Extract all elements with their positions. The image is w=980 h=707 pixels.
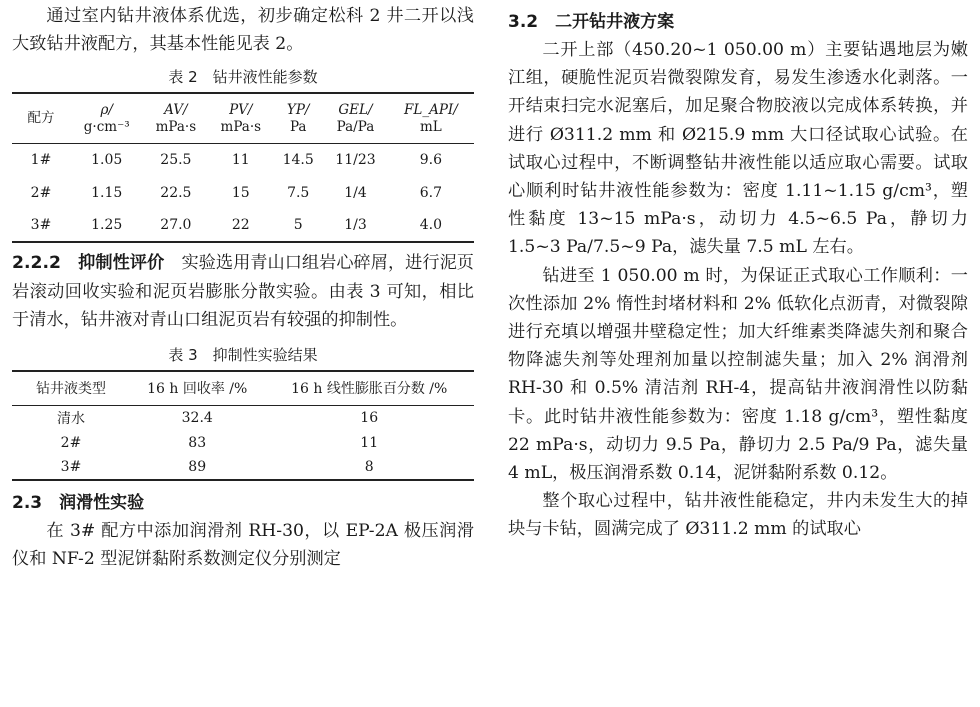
section-32-heading: 3.2 二开钻井液方案 (508, 12, 675, 32)
table3-caption: 表 3 抑制性实验结果 (168, 346, 318, 365)
table-cell: 1# (30, 152, 52, 169)
table-cell: 1.05 (91, 152, 123, 169)
right-column (508, 0, 968, 544)
intro-paragraph: 通过室内钻井液体系优选，初步确定松科 2 井二开以浅大致钻井液配方，其基本性能见表 2。 (12, 6, 474, 55)
table2-caption: 表 2 钻井液性能参数 (168, 68, 318, 87)
table2 (12, 92, 474, 243)
section-32-paragraph-2: 钻进至 1 050.00 m 时，为保证正式取心工作顺利：一次性添加 2% 惰性封堵材料和 2% 低软化点沥青，对微裂隙进行充填以增强井壁稳定性；加大纤维素类降滤失剂和聚合物降滤失剂等处理剂加量以控制滤失量；加入 2% 润滑剂 RH-30 和 0.5% 清洁剂 RH-4，提高钻井液润滑性以防黏卡。此时钻井液性能参数为：密度 1.18 g/cm³，塑性黏度 22 mPa·s，动切力 9.5 Pa，静切力 2.5 Pa/9 Pa，滤失量 4 mL，极压润滑系数 0.14，泥饼黏附系数 0.12。 (508, 265, 968, 484)
table-cell: 7.5 (287, 184, 310, 201)
table-cell: 22.5 (160, 184, 192, 201)
table2-header-formula: 配方 (12, 93, 70, 143)
table-cell: 15 (231, 184, 250, 201)
table-cell: 83 (188, 434, 207, 451)
section-23-paragraph: 在 3# 配方中添加润滑剂 RH-30，以 EP-2A 极压润滑仪和 NF-2 型泥饼黏附系数测定仪分别测定 (12, 521, 474, 570)
table-row (12, 455, 474, 480)
table2-header-fl: FL_API/ mL (388, 93, 474, 143)
table-cell: 11 (360, 434, 379, 451)
section-222-heading: 2.2.2 抑制性评价 (12, 253, 165, 274)
table-cell: 11 (231, 152, 250, 169)
table-cell: 4.0 (419, 217, 443, 234)
table-cell: 22 (231, 217, 250, 234)
section-222-text: 实验选用青山口组岩心碎屑，进行泥页岩滚动回收实验和泥页岩膨胀分散实验。由表 3 可知，相比于清水，钻井液对青山口组泥页岩有较强的抑制性。 (12, 253, 474, 330)
table-cell: 11/23 (335, 152, 376, 169)
table-cell: 6.7 (419, 184, 443, 201)
table-cell: 27.0 (160, 217, 192, 234)
section-32-paragraph-3: 整个取心过程中，钻井液性能稳定，井内未发生大的掉块与卡钻，圆满完成了 Ø311.2 mm 的试取心 (508, 491, 968, 540)
section-23-heading: 2.3 润滑性实验 (12, 493, 145, 514)
table-row (12, 430, 474, 455)
table-cell: 1.15 (91, 184, 123, 201)
table-row (12, 176, 474, 209)
table2-header-yp: YP/ Pa (273, 93, 323, 143)
table-cell: 1/4 (344, 184, 367, 201)
table3-header-type: 钻井液类型 (12, 371, 130, 405)
table2-header-pv: PV/ mPa·s (208, 93, 273, 143)
table-cell: 5 (293, 217, 303, 234)
table3-header-recovery: 16 h 回收率 /% (130, 371, 264, 405)
table3-header-swelling: 16 h 线性膨胀百分数 /% (264, 371, 474, 405)
table-cell: 16 (360, 409, 379, 426)
table-cell: 清水 (57, 410, 85, 427)
table3 (12, 370, 474, 481)
table-cell: 2# (60, 434, 82, 451)
section-222-paragraph (12, 249, 474, 334)
section-32-paragraph-1: 二开上部（450.20~1 050.00 m）主要钻遇地层为嫩江组，硬脆性泥页岩微裂隙发育，易发生渗透水化剥落。一开结束扫完水泥塞后，加足聚合物胶液以完成体系转换，并进行 Ø311.2 mm 和 Ø215.9 mm 大口径试取心试验。在试取心过程中，不断调整钻井液性能以适应取心需要。试取心顺利时钻井液性能参数为：密度 1.11~1.15 g/cm³，塑性黏度 13~15 mPa·s，动切力 4.5~6.5 Pa，静切力 1.5~3 Pa/7.5~9 Pa，滤失量 7.5 mL 左右。 (508, 40, 968, 258)
table-cell: 32.4 (181, 409, 213, 426)
table-cell: 2# (30, 184, 52, 201)
table-cell: 3# (60, 459, 82, 476)
table2-header-density: ρ/ g·cm⁻³ (70, 93, 143, 143)
table2-header-row (12, 93, 474, 143)
table-cell: 1.25 (91, 217, 123, 234)
table-cell: 25.5 (160, 152, 192, 169)
left-column (12, 0, 474, 573)
table-cell: 89 (188, 459, 207, 476)
table-cell: 9.6 (419, 152, 443, 169)
table-row (12, 143, 474, 176)
table-cell: 8 (364, 459, 374, 476)
table-cell: 1/3 (344, 217, 367, 234)
table-cell: 14.5 (282, 152, 314, 169)
table3-header-row (12, 371, 474, 405)
table-row (12, 405, 474, 430)
table-cell: 3# (30, 217, 52, 234)
table-row (12, 209, 474, 242)
table2-header-gel: GEL/ Pa/Pa (323, 93, 388, 143)
table2-header-av: AV/ mPa·s (143, 93, 208, 143)
